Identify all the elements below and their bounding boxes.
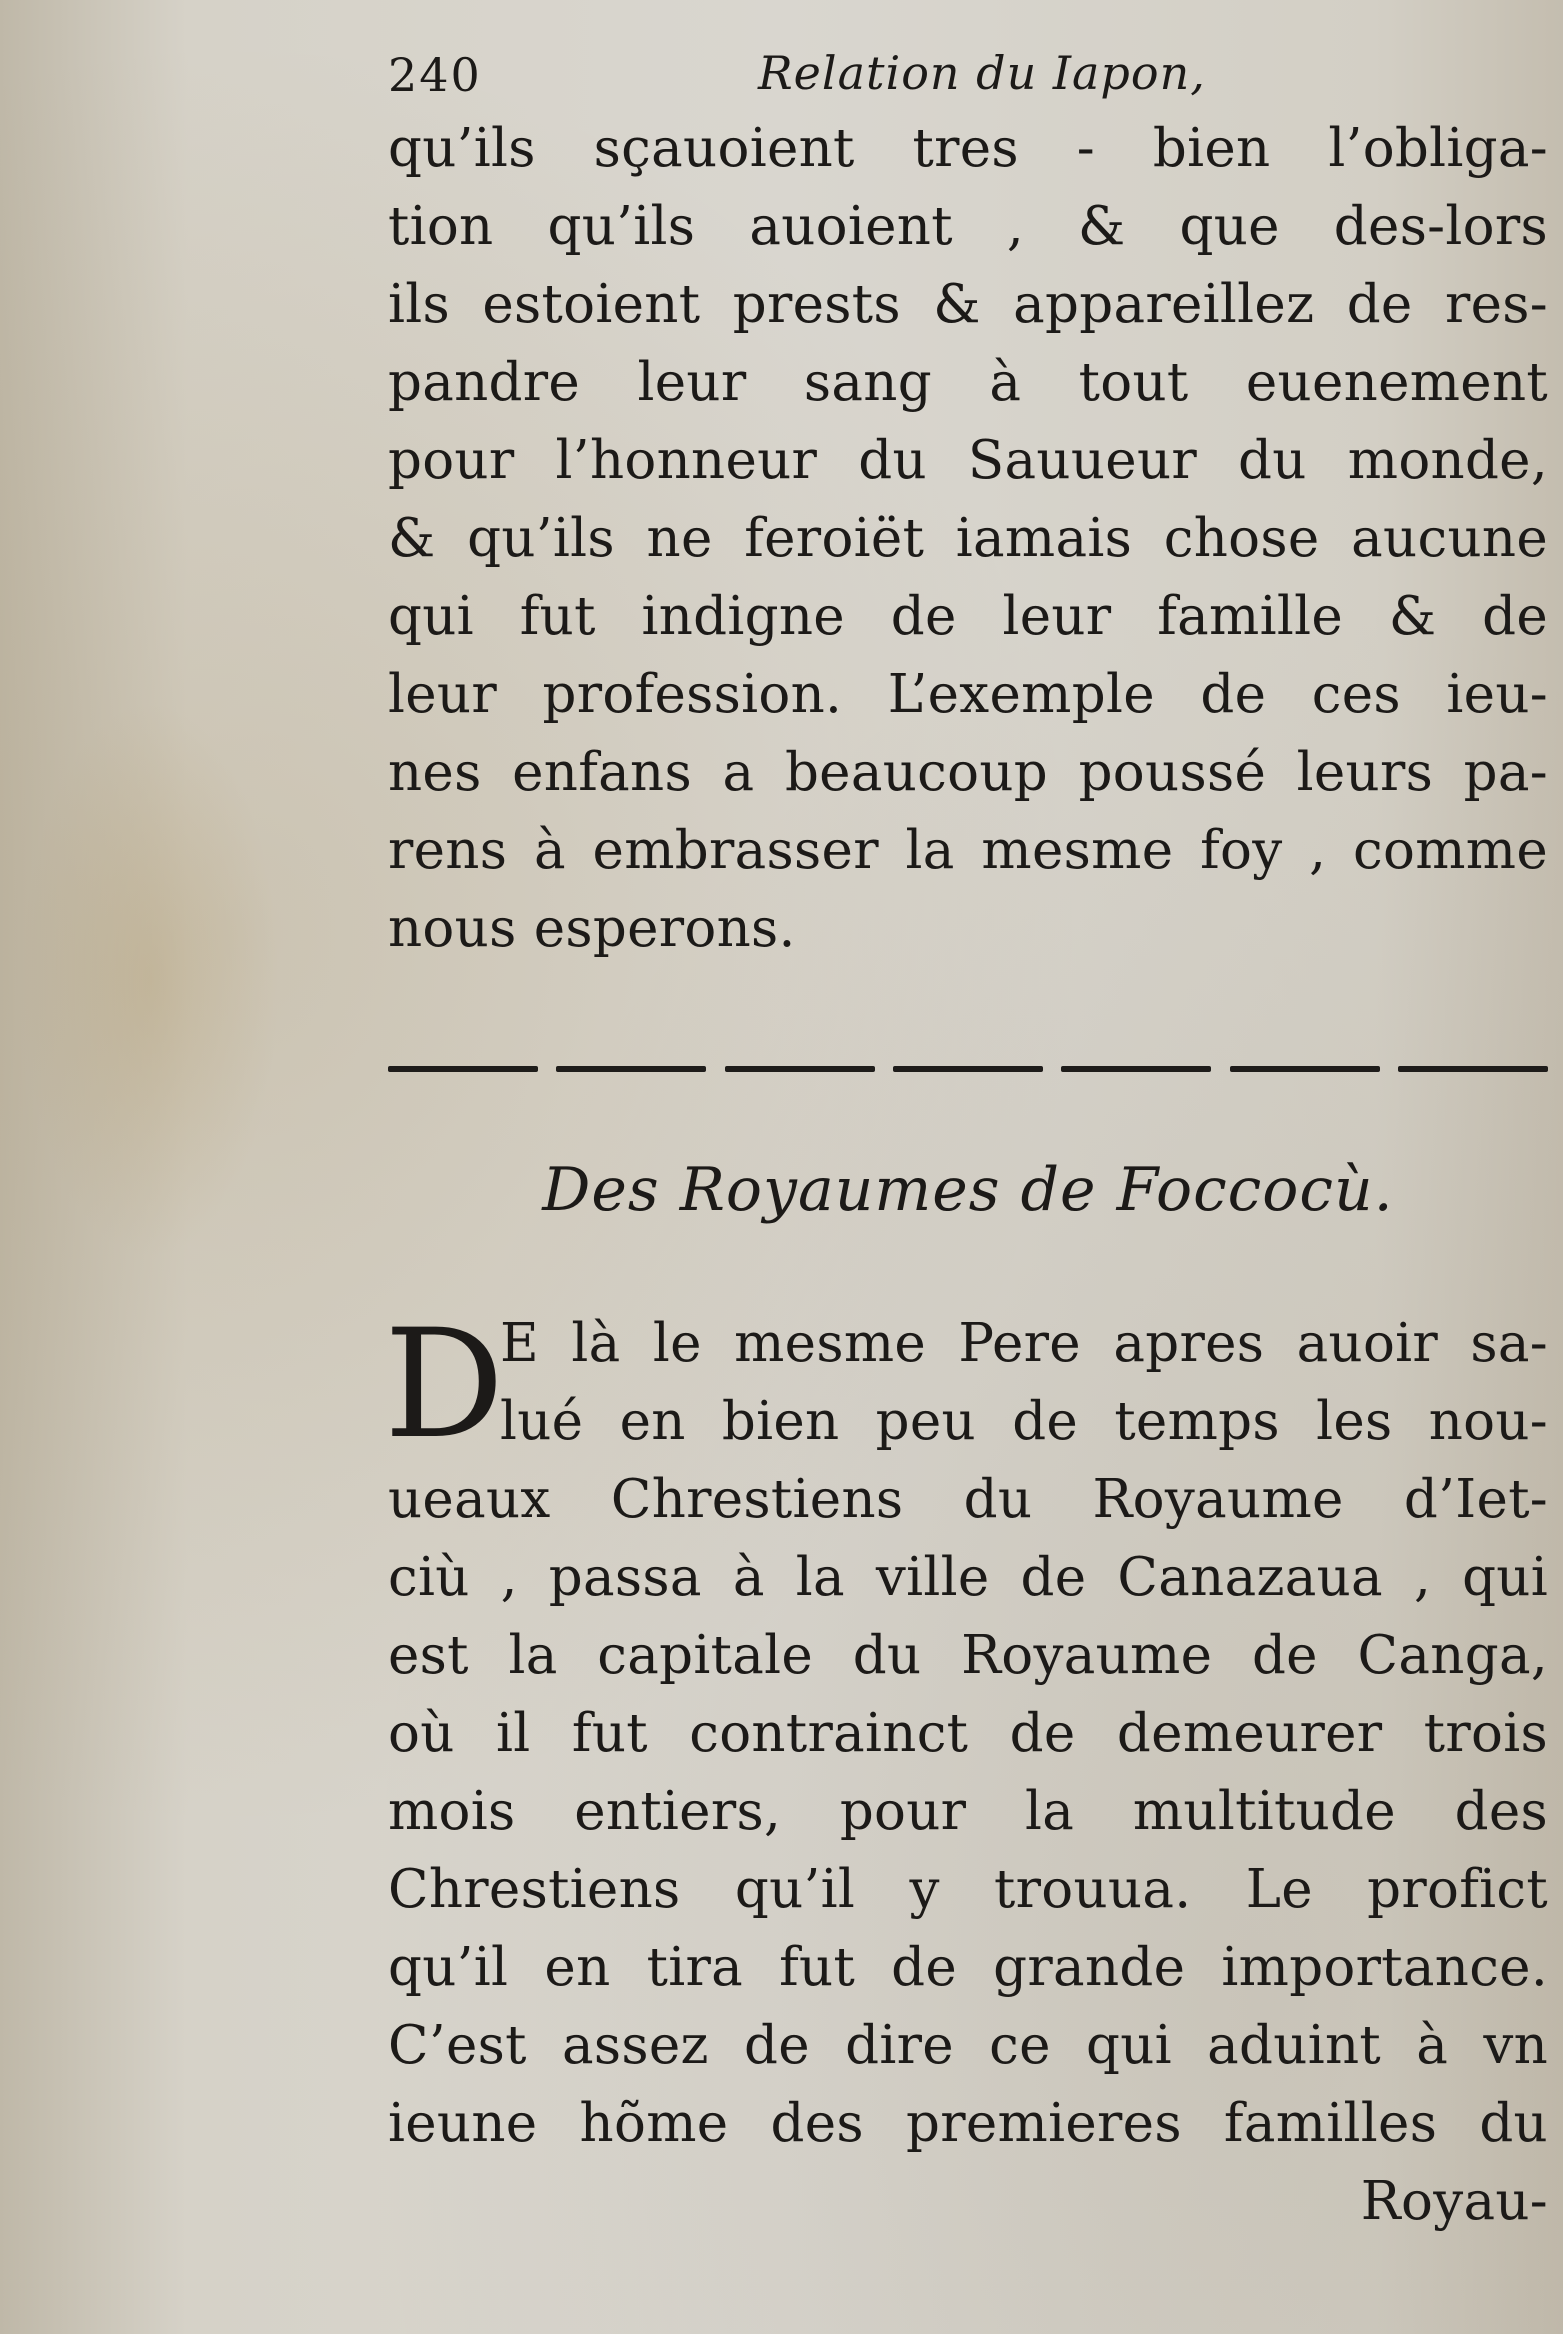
text-line: E là le mesme Pere apres auoir sa-	[500, 1313, 1548, 1374]
text-line: est la capitale du Royaume de Canga,	[388, 1625, 1548, 1686]
running-head	[388, 40, 1548, 110]
text-line: pandre leur sang à tout euenement	[388, 352, 1548, 413]
text-line: & qu’ils ne feroiët iamais chose aucune	[388, 508, 1548, 569]
rule-segment	[556, 1066, 706, 1072]
paragraph-1	[388, 110, 1548, 968]
rule-segment	[1230, 1066, 1380, 1072]
running-title: Relation du Iapon,	[758, 46, 1206, 100]
text-line: qui fut indigne de leur famille & de	[388, 586, 1548, 647]
text-line: leur profession. L’exemple de ces ieu-	[388, 664, 1548, 725]
text-line: mois entiers, pour la multitude des	[388, 1781, 1548, 1842]
rule-segment	[1061, 1066, 1211, 1072]
paragraph-2	[384, 1298, 1548, 2241]
ornamental-rule	[388, 1063, 1548, 1075]
text-block	[384, 40, 1548, 2241]
text-line: ciù , passa à la ville de Canazaua , qui	[388, 1547, 1548, 1608]
text-line: nous esperons.	[388, 898, 796, 959]
text-line: tion qu’ils auoient , & que des-lors	[388, 196, 1548, 257]
rule-segment	[893, 1066, 1043, 1072]
rule-segment	[388, 1066, 538, 1072]
text-line: nes enfans a beaucoup poussé leurs pa-	[388, 742, 1548, 803]
text-line: rens à embrasser la mesme foy , comme	[388, 820, 1548, 881]
text-line: C’est assez de dire ce qui aduint à vn	[388, 2015, 1548, 2076]
text-line: pour l’honneur du Sauueur du monde,	[388, 430, 1548, 491]
text-line: ieune hõme des premieres familles du	[388, 2093, 1548, 2154]
text-line: ueaux Chrestiens du Royaume d’Iet-	[388, 1469, 1548, 1530]
text-line: ils estoient prests & appareillez de res-	[388, 274, 1548, 335]
paper-stain	[20, 700, 280, 1260]
page-number: 240	[388, 48, 482, 102]
rule-segment	[725, 1066, 875, 1072]
drop-cap: D	[384, 1298, 505, 1472]
section-heading: Des Royaumes de Foccocù.	[542, 1155, 1394, 1225]
catchword: Royau-	[1360, 2171, 1548, 2232]
text-line: lué en bien peu de temps les nou-	[500, 1391, 1548, 1452]
text-line: qu’ils sçauoient tres - bien l’obliga-	[388, 118, 1548, 179]
rule-segment	[1398, 1066, 1548, 1072]
text-line: Chrestiens qu’il y trouua. Le profict	[388, 1859, 1548, 1920]
text-line: où il fut contrainct de demeurer trois	[388, 1703, 1548, 1764]
text-line: qu’il en tira fut de grande importance.	[388, 1937, 1548, 1998]
